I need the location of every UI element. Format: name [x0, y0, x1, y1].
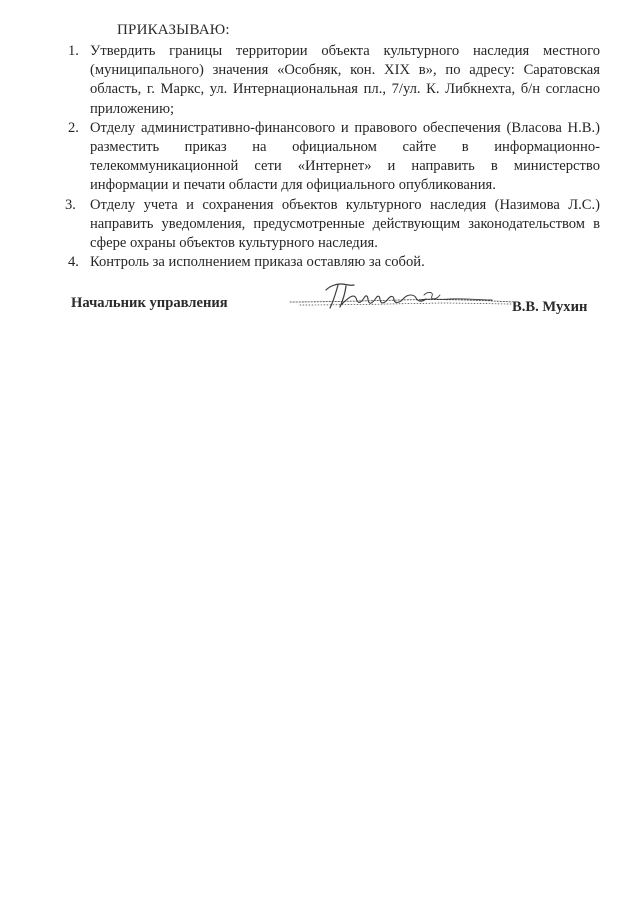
handwritten-signature	[280, 278, 520, 320]
item-number: 1.	[68, 43, 79, 59]
item-number: 2.	[68, 119, 79, 136]
order-heading: ПРИКАЗЫВАЮ:	[117, 22, 230, 38]
item-text: Отделу учета и сохранения объектов культурного наследия (Назимова Л.С.) направить уведомления, предусмотренные действующим законодательством в сфере охраны объектов культурного наследия.	[90, 196, 600, 252]
item-text: Отделу административно-финансового и правового обеспечения (Власова Н.В.) разместить приказ на официальном сайте в информационно-телекоммуникационной сети «Интернет» и направить в министерство информации и печати области для официального опубликования.	[90, 119, 600, 194]
list-item	[66, 119, 600, 196]
item-text: Контроль за исполнением приказа оставляю за собой.	[90, 254, 425, 271]
list-item	[66, 42, 600, 119]
list-item	[66, 196, 600, 254]
list-item	[66, 253, 600, 272]
order-items-list	[66, 42, 600, 272]
signatory-name: В.В. Мухин	[512, 299, 588, 315]
item-number: 3.	[65, 196, 76, 213]
signatory-position: Начальник управления	[71, 295, 228, 311]
item-number: 4.	[68, 254, 79, 271]
item-text: Утвердить границы территории объекта культурного наследия местного (муниципального) значения «Особняк, кон. XIX в», по адресу: Саратовская область, г. Маркс, ул. Интернациональная пл., 7/ул. К. Либкнехта, б/н согласно приложению;	[90, 43, 600, 117]
